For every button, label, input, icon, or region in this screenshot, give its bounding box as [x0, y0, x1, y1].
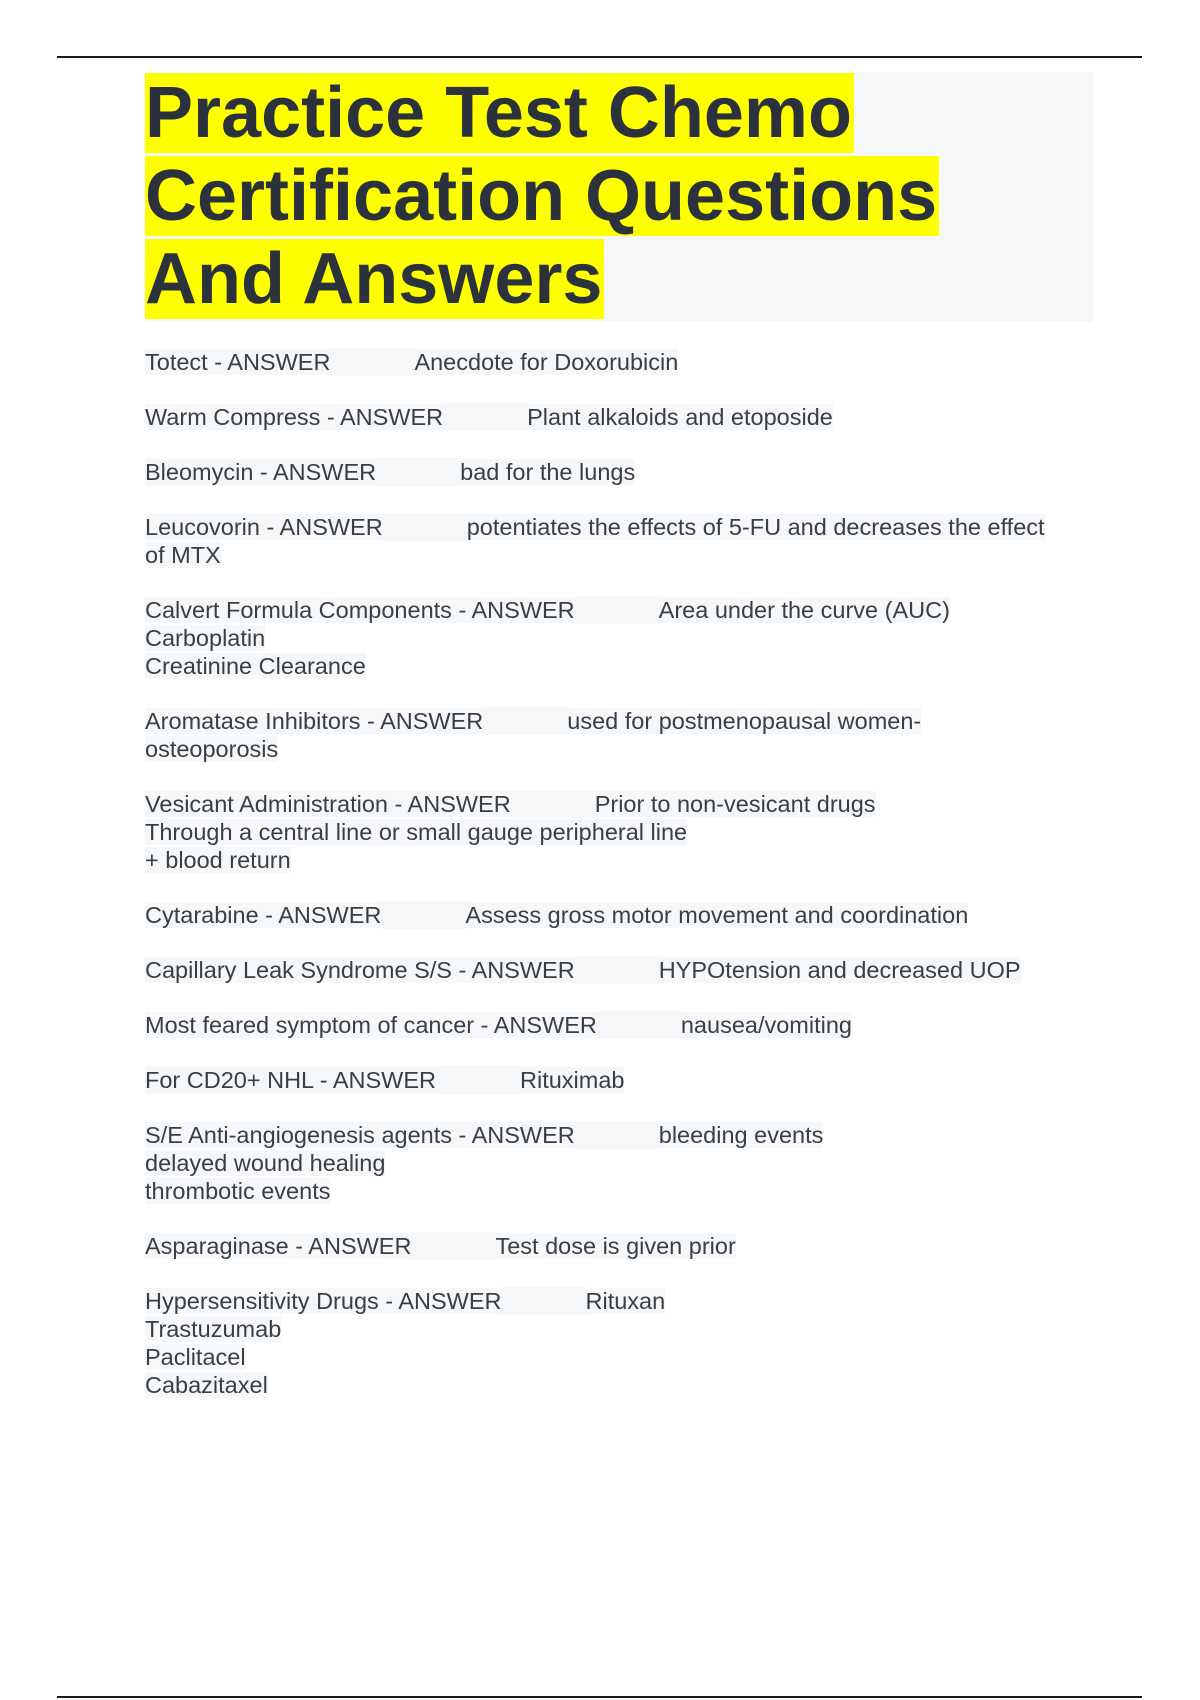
qa-item: [145, 596, 1105, 680]
qa-item: [145, 403, 1105, 431]
answer-continuation-text: Trastuzumab: [145, 1316, 282, 1342]
answer-text: Assess gross motor movement and coordination: [465, 902, 969, 928]
answer-separator: [383, 513, 467, 541]
question-text: Totect - ANSWER: [145, 349, 331, 375]
question-text: Aromatase Inhibitors - ANSWER: [145, 708, 484, 734]
qa-item: [145, 790, 1105, 874]
answer-text: used for postmenopausal women-: [567, 708, 922, 734]
qa-item: [145, 901, 1105, 929]
question-text: For CD20+ NHL - ANSWER: [145, 1067, 436, 1093]
answer-continuation-text: Carboplatin: [145, 625, 266, 651]
answer-continuation-line: [145, 1371, 1105, 1399]
top-rule: [57, 56, 1142, 58]
answer-continuation-line: [145, 652, 1105, 680]
answer-text: bad for the lungs: [460, 459, 636, 485]
answer-continuation-text: Through a central line or small gauge peripheral line: [145, 819, 688, 845]
answer-continuation-text: thrombotic events: [145, 1178, 331, 1204]
question-text: Asparaginase - ANSWER: [145, 1233, 412, 1259]
answer-continuation-line: [145, 735, 1105, 763]
answer-separator: [483, 707, 567, 735]
answer-separator: [436, 1066, 520, 1094]
answer-continuation-text: osteoporosis: [145, 736, 279, 762]
question-text: S/E Anti-angiogenesis agents - ANSWER: [145, 1122, 575, 1148]
answer-text: Test dose is given prior: [495, 1233, 736, 1259]
answer-separator: [376, 458, 460, 486]
answer-continuation-text: Cabazitaxel: [145, 1372, 268, 1398]
answer-continuation-text: Creatinine Clearance: [145, 653, 366, 679]
answer-separator: [597, 1011, 681, 1039]
answer-text: Area under the curve (AUC): [658, 597, 950, 623]
answer-continuation-line: [145, 818, 1105, 846]
answer-text: nausea/vomiting: [680, 1012, 852, 1038]
answer-separator: [575, 1121, 659, 1149]
answer-text: Anecdote for Doxorubicin: [414, 349, 679, 375]
question-text: Cytarabine - ANSWER: [145, 902, 382, 928]
answer-continuation-line: [145, 846, 1105, 874]
qa-item: [145, 1287, 1105, 1399]
page-title: [145, 72, 1093, 321]
qa-item: [145, 707, 1105, 763]
answer-text: Plant alkaloids and etoposide: [527, 404, 833, 430]
answer-text: Prior to non-vesicant drugs: [594, 791, 876, 817]
answer-separator: [443, 403, 527, 431]
title-line: Certification Questions: [145, 156, 938, 236]
qa-item: [145, 956, 1105, 984]
qa-item: [145, 458, 1105, 486]
answer-continuation-line: [145, 541, 1105, 569]
answer-text: Rituximab: [520, 1067, 625, 1093]
title-line: And Answers: [145, 239, 603, 319]
bottom-rule: [57, 1696, 1142, 1698]
answer-continuation-line: [145, 1149, 1105, 1177]
question-text: Warm Compress - ANSWER: [145, 404, 444, 430]
question-text: Leucovorin - ANSWER: [145, 514, 383, 540]
answer-continuation-line: [145, 624, 1105, 652]
question-text: Hypersensitivity Drugs - ANSWER: [145, 1288, 502, 1314]
answer-separator: [575, 596, 659, 624]
question-text: Bleomycin - ANSWER: [145, 459, 377, 485]
title-line: Practice Test Chemo: [145, 73, 852, 153]
answer-separator: [381, 901, 465, 929]
question-text: Most feared symptom of cancer - ANSWER: [145, 1012, 597, 1038]
qa-item: [145, 1011, 1105, 1039]
answer-text: bleeding events: [658, 1122, 824, 1148]
answer-text: HYPOtension and decreased UOP: [658, 957, 1021, 983]
answer-separator: [411, 1232, 495, 1260]
answer-text: Rituxan: [585, 1288, 666, 1314]
title-block: [145, 72, 1093, 322]
question-text: Calvert Formula Components - ANSWER: [145, 597, 575, 623]
answer-separator: [330, 348, 414, 376]
answer-continuation-line: [145, 1315, 1105, 1343]
answer-continuation-line: [145, 1343, 1105, 1371]
answer-continuation-text: + blood return: [145, 847, 291, 873]
question-text: Capillary Leak Syndrome S/S - ANSWER: [145, 957, 575, 983]
answer-continuation-text: Paclitacel: [145, 1344, 246, 1370]
qa-item: [145, 1232, 1105, 1260]
answer-separator: [502, 1287, 586, 1315]
qa-list: [145, 348, 1105, 1426]
answer-separator: [575, 956, 659, 984]
answer-text: potentiates the effects of 5-FU and decreases the effect: [466, 514, 1045, 540]
answer-continuation-text: delayed wound healing: [145, 1150, 386, 1176]
qa-item: [145, 513, 1105, 569]
answer-continuation-line: [145, 1177, 1105, 1205]
qa-item: [145, 1066, 1105, 1094]
qa-item: [145, 1121, 1105, 1205]
question-text: Vesicant Administration - ANSWER: [145, 791, 511, 817]
qa-item: [145, 348, 1105, 376]
answer-separator: [511, 790, 595, 818]
answer-continuation-text: of MTX: [145, 542, 221, 568]
